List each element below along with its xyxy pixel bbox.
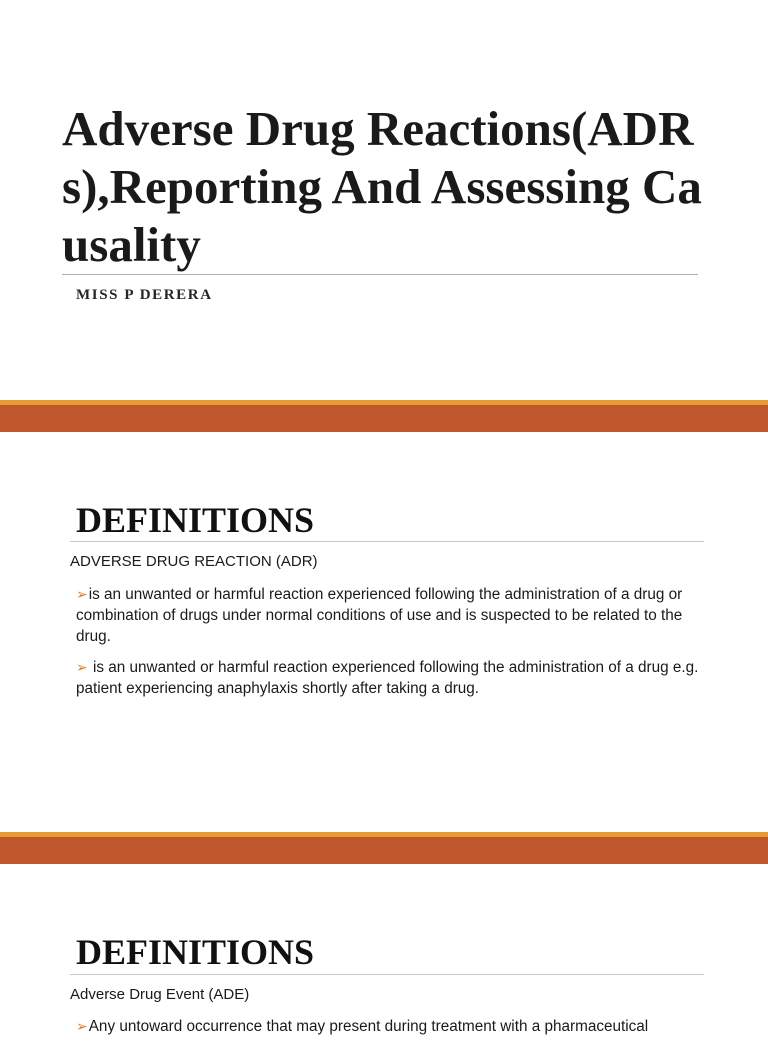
bullet-list — [70, 584, 700, 709]
bullet-list — [70, 1016, 700, 1047]
list-item — [70, 584, 700, 647]
slide-heading: DEFINITIONS — [76, 500, 315, 540]
bullet-text: is an unwanted or harmful reaction experienced following the administration of a drug e.g. patient experiencing anaphylaxis shortly after taking a drug. — [76, 659, 699, 697]
heading-divider — [70, 974, 704, 975]
arrow-bullet-icon: ➢ — [76, 659, 88, 675]
arrow-bullet-icon: ➢ — [76, 1018, 88, 1034]
title-divider — [62, 274, 698, 275]
title-slide — [0, 0, 768, 400]
slide-subheading: Adverse Drug Event (ADE) — [70, 986, 250, 1003]
list-item — [70, 1016, 700, 1037]
separator-accent-thick — [0, 405, 768, 432]
slide-separator — [0, 400, 768, 432]
slide-separator — [0, 832, 768, 864]
arrow-bullet-icon: ➢ — [76, 586, 88, 602]
slide-subheading: ADVERSE DRUG REACTION (ADR) — [70, 553, 318, 570]
list-item — [70, 657, 700, 699]
bullet-text: is an unwanted or harmful reaction experienced following the administration of a drug or combination of drugs under normal conditions of use and is suspected to be related to the drug. — [76, 586, 683, 645]
separator-accent-thick — [0, 837, 768, 864]
bullet-text: Any untoward occurrence that may present during treatment with a pharmaceutical — [88, 1018, 649, 1035]
heading-divider — [70, 541, 704, 542]
slide-heading: DEFINITIONS — [76, 932, 315, 972]
presenter-name: MISS P DERERA — [76, 287, 213, 303]
presentation-title: Adverse Drug Reactions(ADRs),Reporting And Assessing Causality — [62, 101, 702, 272]
definitions-slide-adr — [0, 432, 768, 832]
definitions-slide-ade — [0, 864, 768, 1035]
